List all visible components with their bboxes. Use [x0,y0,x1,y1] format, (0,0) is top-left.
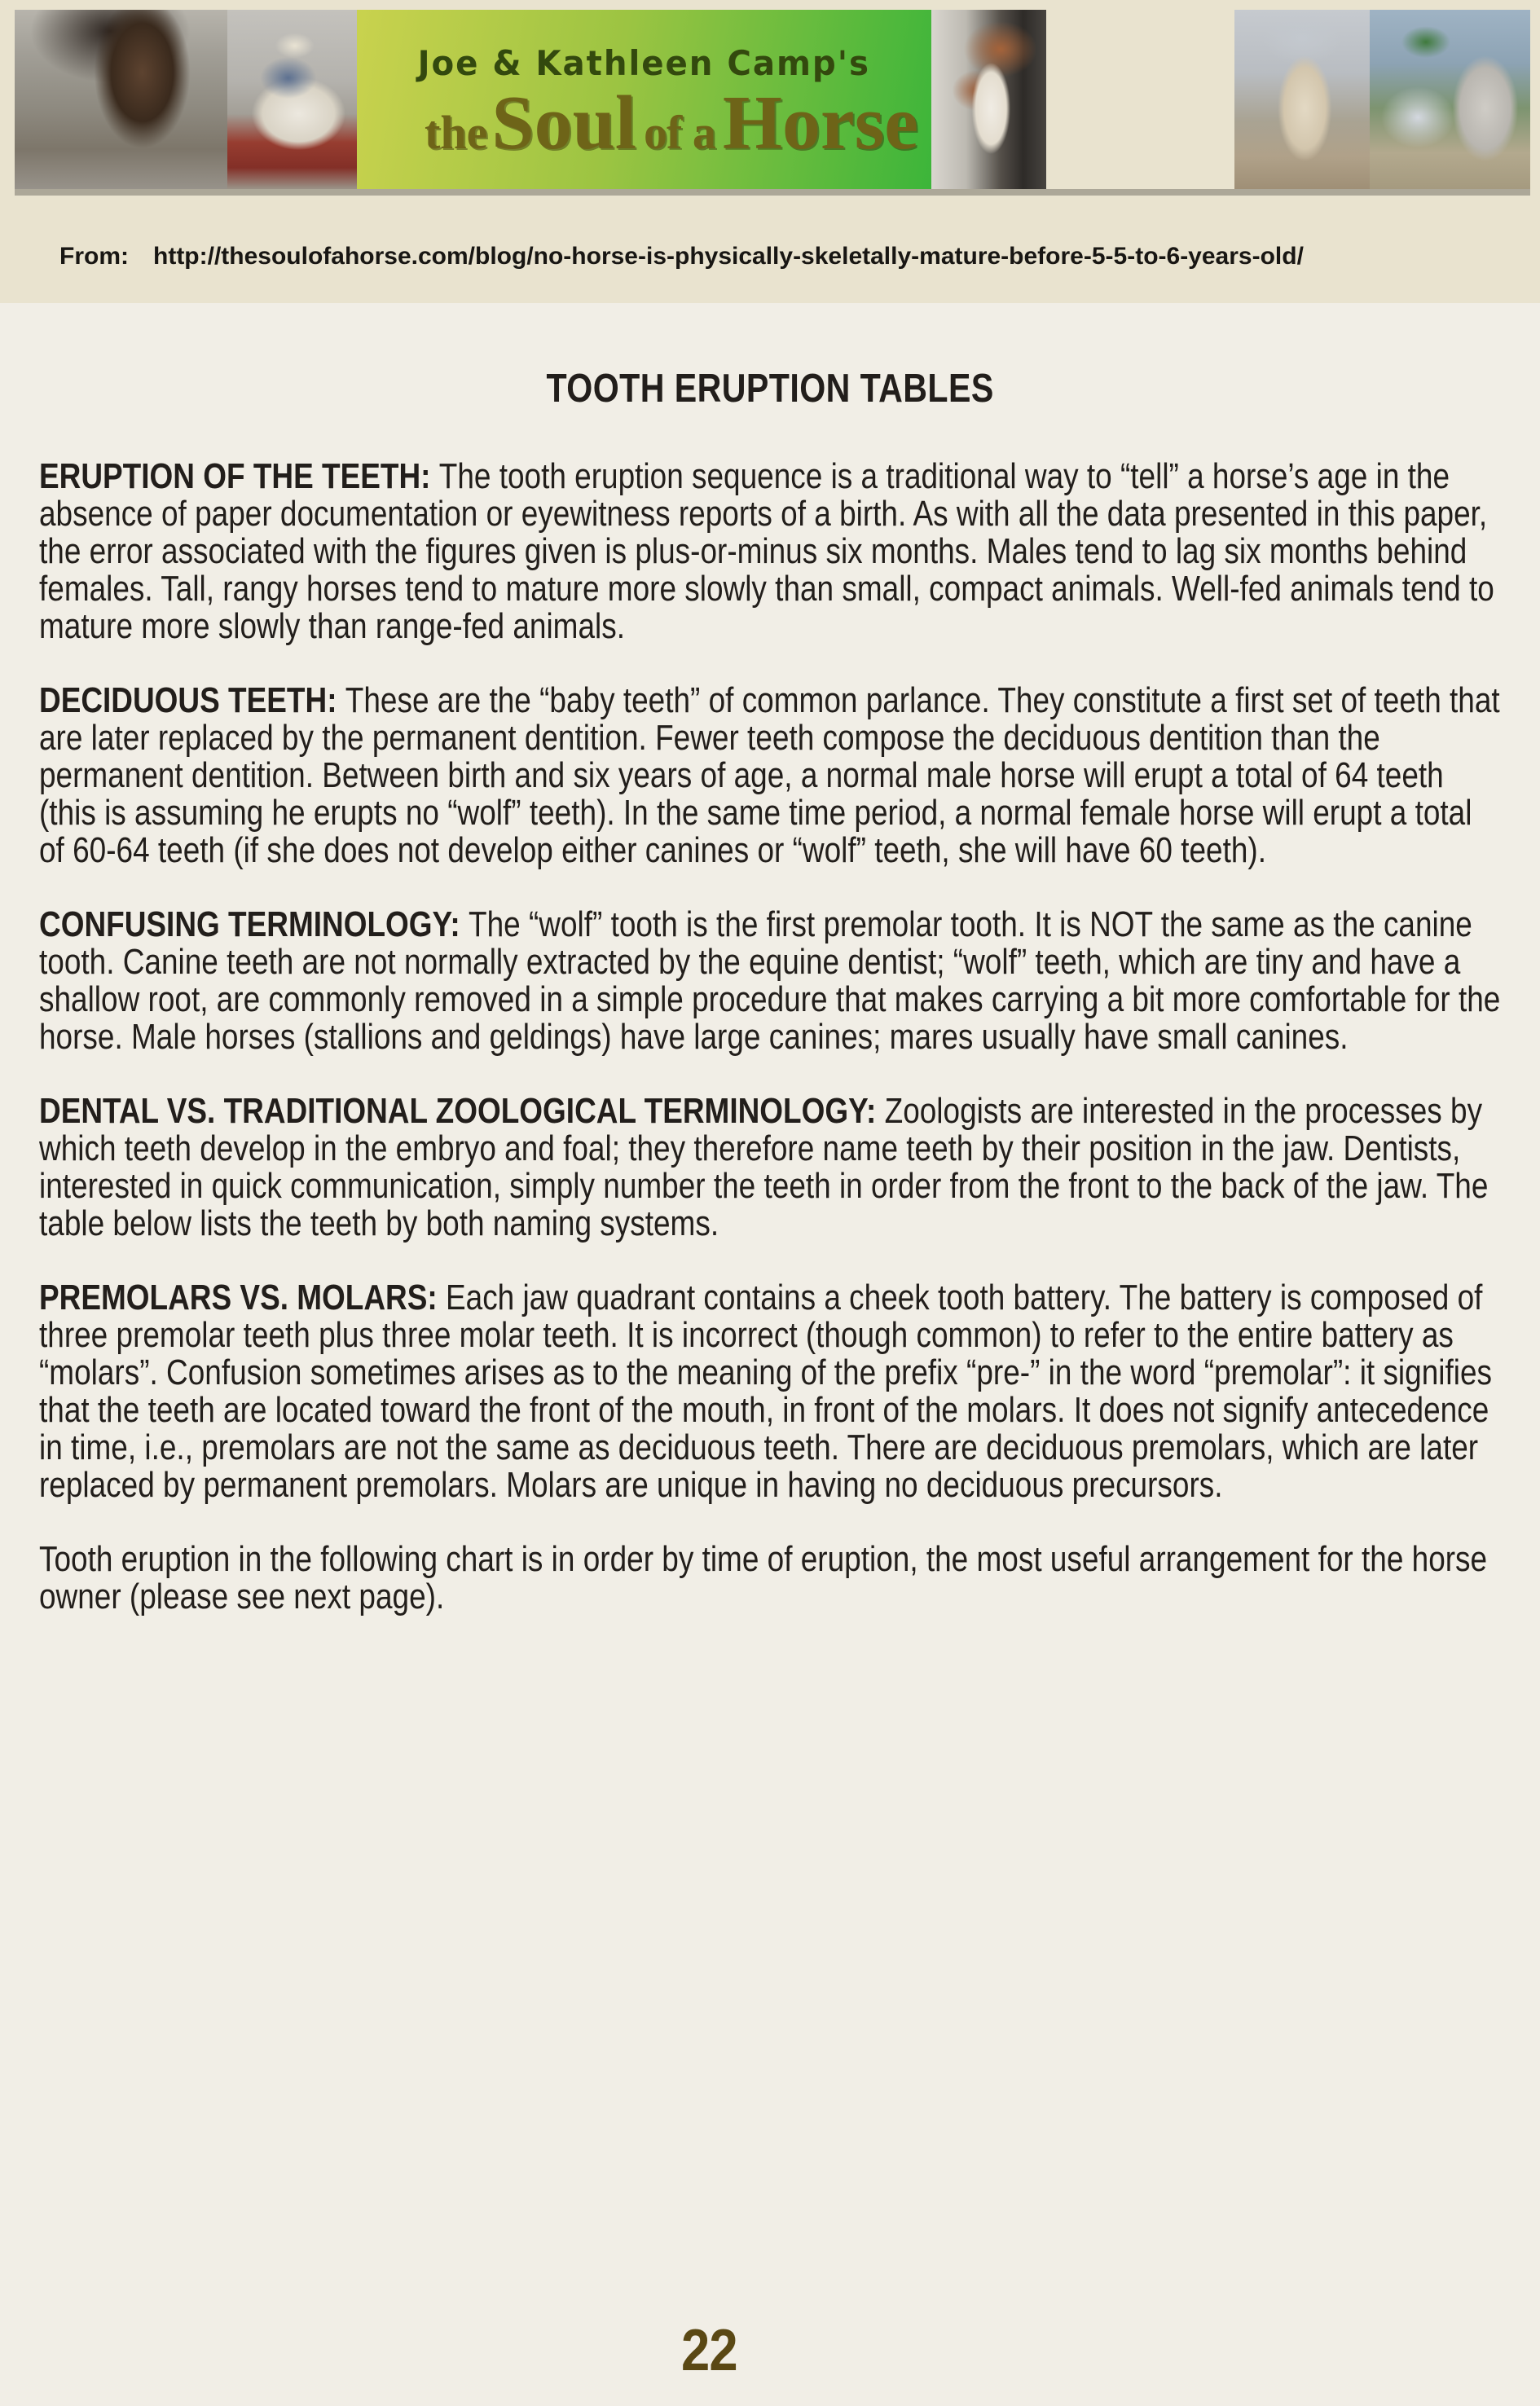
paragraph-dental-vs-zoological [39,1093,1501,1243]
logo-word-horse: Horse [722,80,918,165]
paragraph-eruption-of-the-teeth [39,458,1501,645]
source-url: http://thesoulofahorse.com/blog/no-horse-is-physically-skeletally-mature-before-5-5-to-6-years-old/ [153,243,1304,270]
logo-title [425,80,931,165]
paragraph-text: The tooth eruption sequence is a traditional way to “tell” a horse’s age in the absence of paper documentation or eyewitness reports of a birth. As with all the data presented in this paper, the error associated with the figures given is plus-or-minus six months. Males tend to lag six months behind females. Tall, rangy horses tend to mature more slowly than small, compact animals. Well-fed animals tend to mature more slowly than range-fed animals. [39,456,1494,646]
paragraph-label: PREMOLARS VS. MOLARS: [39,1278,438,1317]
source-line [59,243,1304,271]
photo-man-with-foal [227,10,357,189]
photo-cream-horse [1234,10,1370,189]
logo-tagline: Joe & Kathleen Camp's [417,42,871,83]
paragraph-label: DECIDUOUS TEETH: [39,680,337,720]
paragraph-text: Each jaw quadrant contains a cheek tooth battery. The battery is composed of three premolar teeth plus three molar teeth. It is incorrect (though common) to refer to the entire battery as “molars”. Confusion sometimes arises as to the meaning of the prefix “pre-” in the word “premolar”: it signifies that the teeth are located toward the front of the mouth, in front of the molars. It does not signify antecedence in time, i.e., premolars are not the same as deciduous teeth. There are deciduous premolars, which are later replaced by permanent premolars. Molars are unique in having no deciduous precursors. [39,1278,1492,1505]
paragraph-text: These are the “baby teeth” of common parlance. They constitute a first set of teeth that are later replaced by the permanent dentition. Fewer teeth compose the deciduous dentition than the permanent dentition. Between birth and six years of age, a normal male horse will erupt a total of 64 teeth (this is assuming he erupts no “wolf” teeth). In the same time period, a normal female horse will erupt a total of 60-64 teeth (if she does not develop either canines or “wolf” teeth, she will have 60 teeth). [39,680,1500,870]
page-number: 22 [681,2318,737,2383]
paragraph-deciduous-teeth [39,682,1501,869]
logo-word-soul: Soul [491,80,637,165]
paragraph-closing-note [39,1541,1501,1616]
page-title: TOOTH ERUPTION TABLES [546,367,994,411]
paragraph-confusing-terminology [39,906,1501,1056]
source-label: From: [59,243,129,270]
photo-paint-horse [931,10,1046,189]
paragraph-text: Zoologists are interested in the processes by which teeth develop in the embryo and foal; they therefore name teeth by their position in the jaw. Dentists, interested in quick communication, simply number the teeth in order from the front to the back of the jaw. The table below lists the teeth by both naming systems. [39,1091,1489,1243]
photo-dark-horse [15,10,227,189]
logo-panel [357,10,931,189]
photo-man-straw-hat-bay-horse [1046,10,1234,189]
photo-green-cap-grey-horse [1370,10,1530,189]
paragraph-label: DENTAL VS. TRADITIONAL ZOOLOGICAL TERMINOLOGY: [39,1091,877,1131]
paragraph-label: CONFUSING TERMINOLOGY: [39,904,460,944]
logo-word-the: the [425,105,488,159]
document-body [39,367,1501,1652]
paragraph-label: ERUPTION OF THE TEETH: [39,456,431,496]
header-banner [15,10,1530,189]
paragraph-premolars-vs-molars [39,1279,1501,1504]
logo-word-of-a: of a [644,105,715,159]
paragraph-text: The “wolf” tooth is the first premolar tooth. It is NOT the same as the canine tooth. Canine teeth are not normally extracted by the equine dentist; “wolf” teeth, which are tiny and have a shallow root, are commonly removed in a simple procedure that makes carrying a bit more comfortable for the horse. Male horses (stallions and geldings) have large canines; mares usually have small canines. [39,904,1501,1057]
paragraph-text: Tooth eruption in the following chart is in order by time of eruption, the most useful arrangement for the horse owner (please see next page). [39,1539,1488,1616]
